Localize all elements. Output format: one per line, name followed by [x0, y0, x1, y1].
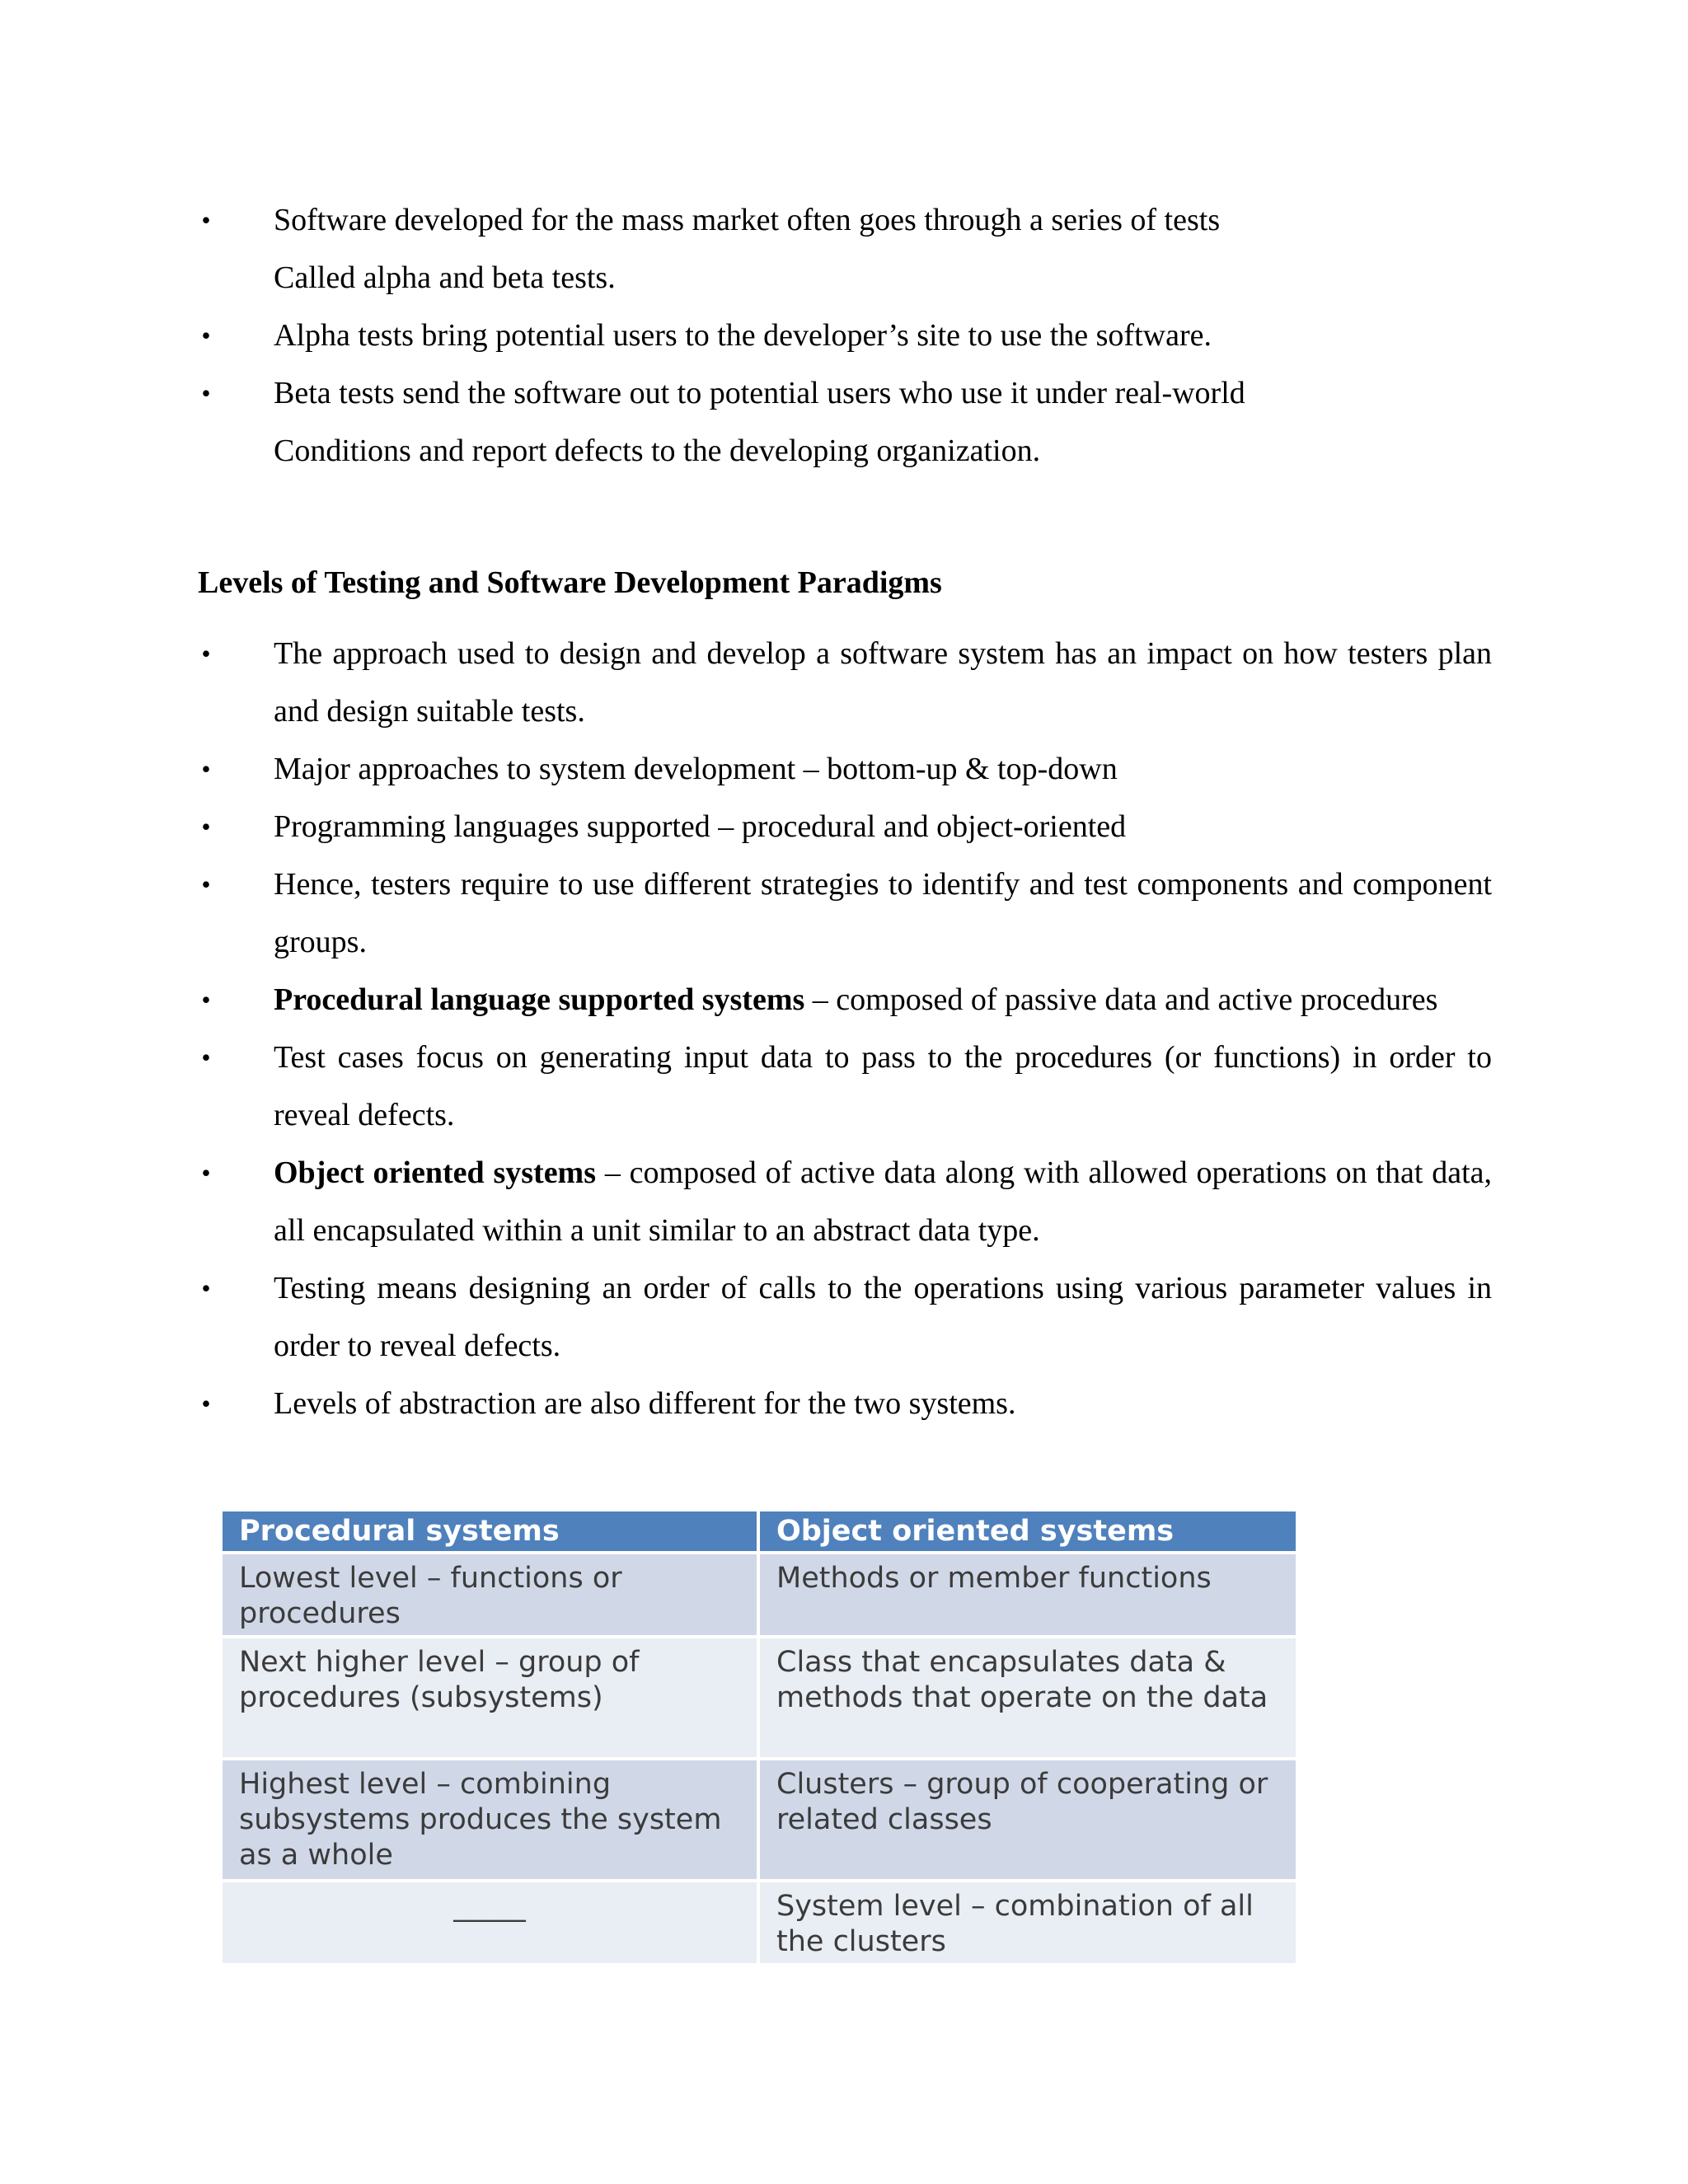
table-row — [223, 1553, 1296, 1637]
bullet-icon: • — [201, 1158, 211, 1188]
table-cell: Clusters – group of cooperating or related classes — [758, 1759, 1296, 1881]
section-bullet-list — [198, 625, 1492, 1432]
list-item-text: Alpha tests bring potential users to the developer’s site to use the software. — [274, 318, 1212, 353]
list-item-body: – composed of passive data and active procedures — [804, 982, 1438, 1017]
bullet-icon: • — [201, 869, 211, 899]
column-header: Object oriented systems — [758, 1511, 1296, 1553]
list-item-body: Testing means designing an order of calls to the operations using various parameter values in order to reveal defects. — [274, 1271, 1492, 1363]
bullet-icon: • — [201, 1043, 211, 1072]
list-item-body: Programming languages supported – procedural and object-oriented — [274, 809, 1127, 844]
table-header-row — [223, 1511, 1296, 1553]
section-heading: Levels of Testing and Software Development Paradigms — [198, 565, 942, 600]
list-item — [198, 1259, 1492, 1375]
table-cell: Methods or member functions — [758, 1553, 1296, 1637]
list-item-body: Levels of abstraction are also different for the two systems. — [274, 1386, 1016, 1421]
list-item — [198, 855, 1492, 971]
list-item — [198, 971, 1492, 1029]
bullet-icon: • — [201, 378, 211, 408]
list-item-body: The approach used to design and develop a software system has an impact on how testers plan and design suitable tests. — [274, 636, 1492, 729]
bullet-icon: • — [201, 985, 211, 1015]
list-item — [198, 625, 1492, 740]
table-cell: System level – combination of all the clusters — [758, 1881, 1296, 1963]
list-item-body: Hence, testers require to use different strategies to identify and test components and component groups. — [274, 867, 1492, 959]
list-item-text — [274, 625, 1492, 740]
list-item-text: Software developed for the mass market often goes through a series of tests Called alpha and beta tests. — [274, 203, 1221, 295]
list-item — [198, 798, 1492, 855]
list-item-text — [274, 855, 1492, 971]
list-item-bold: Object oriented systems — [274, 1155, 597, 1190]
table-cell: Highest level – combining subsystems produces the system as a whole — [223, 1759, 758, 1881]
column-header: Procedural systems — [223, 1511, 758, 1553]
list-item-bold: Procedural language supported systems — [274, 982, 805, 1017]
bullet-icon: • — [201, 1273, 211, 1303]
bullet-icon: • — [201, 1389, 211, 1418]
list-item — [198, 364, 1492, 480]
list-item-text — [274, 1029, 1492, 1144]
table-row — [223, 1759, 1296, 1881]
list-item — [198, 1144, 1492, 1259]
list-item-body: Major approaches to system development – bottom-up & top-down — [274, 752, 1118, 786]
intro-bullet-list — [198, 191, 1492, 480]
list-item — [198, 191, 1492, 307]
table-cell: Class that encapsulates data & methods that operate on the data — [758, 1637, 1296, 1759]
table-cell: _____ — [223, 1881, 758, 1963]
table-cell: Next higher level – group of procedures (subsystems) — [223, 1637, 758, 1759]
list-item — [198, 740, 1492, 798]
table-row — [223, 1881, 1296, 1963]
bullet-icon: • — [201, 812, 211, 841]
table-row — [223, 1637, 1296, 1759]
list-item-text — [274, 798, 1492, 855]
list-item — [198, 1375, 1492, 1432]
list-item-text: Beta tests send the software out to potential users who use it under real-world Conditions and report defects to the developing organization. — [274, 376, 1245, 468]
list-item-body: – composed of active data along with allowed operations on that data, all encapsulated within a unit similar to an abstract data type. — [274, 1155, 1492, 1248]
list-item-text — [274, 1144, 1492, 1259]
bullet-icon: • — [201, 639, 211, 668]
list-item-text — [274, 1375, 1492, 1432]
list-item-text — [274, 740, 1492, 798]
list-item — [198, 307, 1492, 364]
list-item-text — [274, 1259, 1492, 1375]
list-item — [198, 1029, 1492, 1144]
table-cell: Lowest level – functions or procedures — [223, 1553, 758, 1637]
bullet-icon: • — [201, 205, 211, 235]
list-item-text — [274, 971, 1492, 1029]
abstraction-levels-table — [223, 1511, 1296, 1963]
list-item-body: Test cases focus on generating input data to pass to the procedures (or functions) in order to reveal defects. — [274, 1040, 1492, 1132]
bullet-icon: • — [201, 754, 211, 784]
bullet-icon: • — [201, 321, 211, 350]
